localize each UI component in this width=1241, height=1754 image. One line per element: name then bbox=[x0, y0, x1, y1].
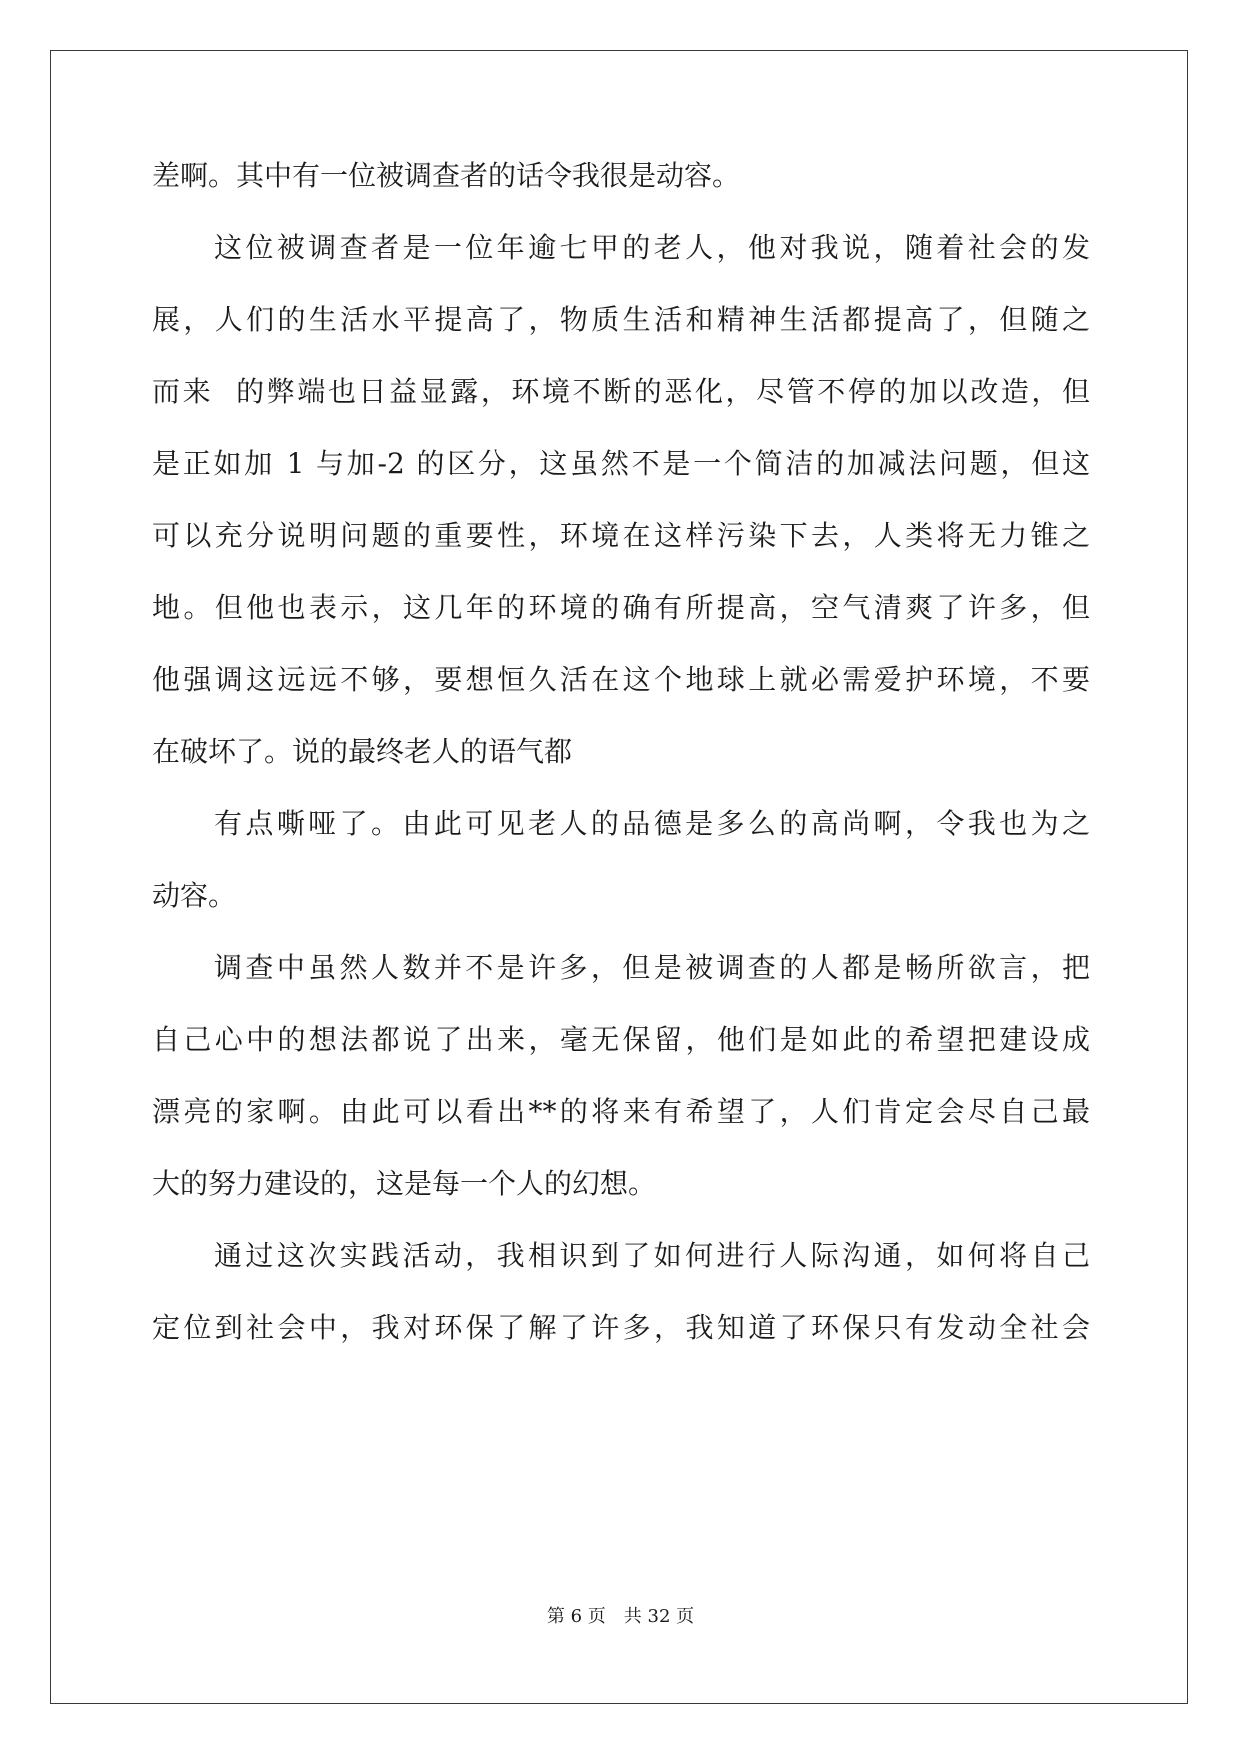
text-line: 自己心中的想法都说了出来，毫无保留，他们是如此的希望把建设成 bbox=[152, 1023, 1090, 1056]
text-line: 可以充分说明问题的重要性，环境在这样污染下去，人类将无力锥之 bbox=[152, 519, 1090, 552]
text-line: 这位被调查者是一位年逾七甲的老人，他对我说，随着社会的发 bbox=[214, 231, 1090, 264]
text-line: 展，人们的生活水平提高了，物质生活和精神生活都提高了，但随之 bbox=[152, 303, 1090, 336]
text-line: 有点嘶哑了。由此可见老人的品德是多么的高尚啊，令我也为之 bbox=[214, 807, 1090, 840]
text-line: 在破坏了。说的最终老人的语气都 bbox=[152, 735, 573, 768]
text-line: 而来 的弊端也日益显露，环境不断的恶化，尽管不停的加以改造，但 bbox=[152, 375, 1090, 408]
text-line: 地。但他也表示，这几年的环境的确有所提高，空气清爽了许多，但 bbox=[152, 591, 1090, 624]
text-line: 调查中虽然人数并不是许多，但是被调查的人都是畅所欲言，把 bbox=[214, 951, 1090, 984]
page-footer: 第 6 页 共 32 页 bbox=[546, 1606, 695, 1627]
text-line: 通过这次实践活动，我相识到了如何进行人际沟通，如何将自己 bbox=[214, 1239, 1090, 1272]
text-line: 他强调这远远不够，要想恒久活在这个地球上就必需爱护环境，不要 bbox=[152, 663, 1090, 696]
text-line: 漂亮的家啊。由此可以看出**的将来有希望了，人们肯定会尽自己最 bbox=[152, 1095, 1090, 1128]
text-line: 动容。 bbox=[152, 879, 237, 912]
text-line: 定位到社会中，我对环保了解了许多，我知道了环保只有发动全社会 bbox=[152, 1311, 1090, 1344]
text-line: 大的努力建设的，这是每一个人的幻想。 bbox=[152, 1167, 657, 1200]
text-line: 差啊。其中有一位被调查者的话令我很是动容。 bbox=[152, 159, 741, 192]
text-line: 是正如加 1 与加-2 的区分，这虽然不是一个简洁的加减法问题，但这 bbox=[152, 447, 1090, 480]
page-border bbox=[50, 50, 1188, 1704]
